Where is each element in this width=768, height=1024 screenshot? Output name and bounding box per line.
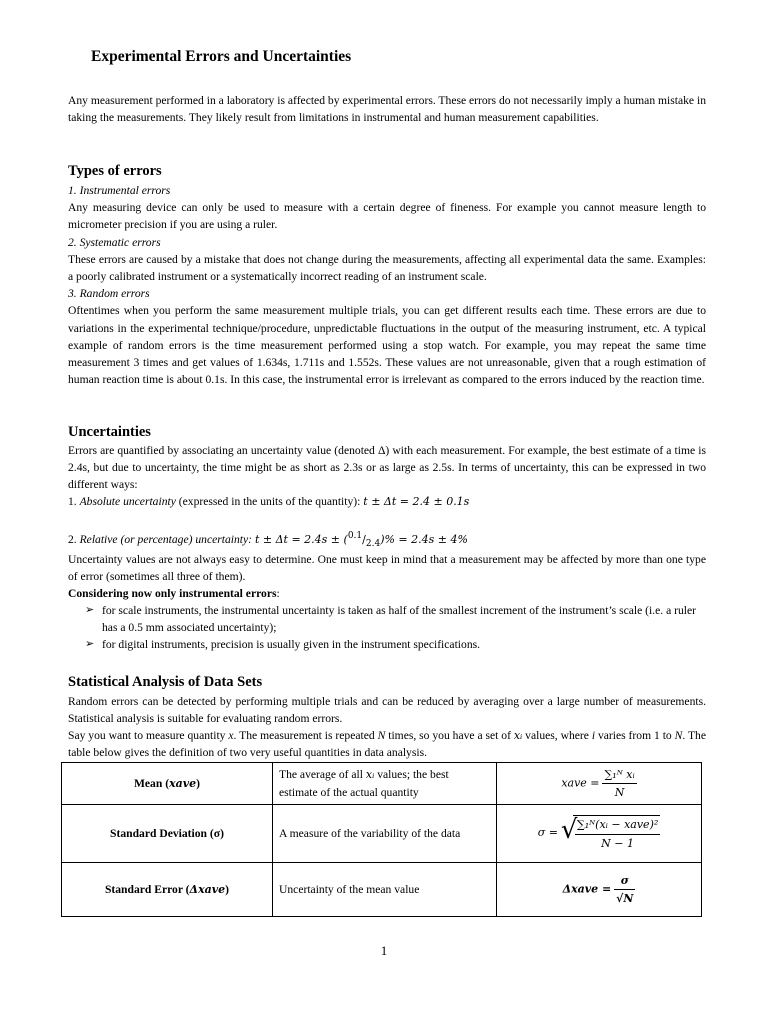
absolute-uncertainty-line <box>68 493 706 510</box>
abs-mid: (expressed in the units of the quantity): <box>175 495 364 508</box>
row-desc-std-error: Uncertainty of the mean value <box>273 863 497 917</box>
table-row <box>62 805 702 863</box>
stats-heading: Statistical Analysis of Data Sets <box>68 674 263 690</box>
statistics-definitions-table <box>61 762 702 917</box>
rel-formula-a: t ± Δt = 2.4s ± ( <box>254 532 348 546</box>
row-desc-mean: The average of all xᵢ values; the best estimate of the actual quantity <box>273 763 497 805</box>
type-label-random: 3. Random errors <box>68 287 150 301</box>
type-label-systematic: 2. Systematic errors <box>68 235 161 249</box>
types-list <box>68 182 706 388</box>
intro-paragraph: Any measurement performed in a laboratory is affected by experimental errors. These errors do not necessarily imply a human mistake in taking the measurements. They likely result from limitations in instrumental and human measurement capabilities. <box>68 94 706 125</box>
row-name-mean: Mean (xave) <box>62 763 273 805</box>
type-text-systematic: These errors are caused by a mistake that does not change during the measurements, affecting all experimental data the same. Examples: a poorly calibrated instrument or a systematically incorrect reading of an instrument scale. <box>68 252 706 284</box>
type-text-instrumental: Any measuring device can only be used to measure with a certain degree of fineness. For example you cannot measure length to micrometer precision if you are using a ruler. <box>68 201 706 232</box>
page-number: 1 <box>380 943 388 958</box>
type-text-random: Oftentimes when you perform the same measurement multiple trials, you can get different results each time. These errors are due to variations in the experimental technique/procedure, unpredictable fluctuations in the output of the measuring instrument, etc. A typical example of random errors is the time measurement performed using a stop watch. For example, you may repeat the same time measurement 3 times and get values of 1.634s, 1.711s and 1.552s. These values are not unreasonable, given that a rough estimation of human reaction time is about 0.1s. In this case, the instrumental error is irrelevant as compared to the errors induced by the reaction time. <box>68 304 706 387</box>
instrumental-bullets <box>85 602 706 654</box>
table-row <box>62 763 702 805</box>
rel-den: 2.4 <box>365 539 381 550</box>
relative-uncertainty-line: 2. Relative (or percentage) uncertainty: $t \pm \Delta t = 2.4s \pm (^{0.1}/_{2.4})\% = 2.4s \pm 4\%$ <box>68 531 468 550</box>
row-name-std-dev: Standard Deviation (σ) <box>62 805 273 863</box>
uncertainties-heading: Uncertainties <box>68 424 151 440</box>
uncertainties-paragraph: Errors are quantified by associating an uncertainty value (denoted Δ) with each measurement. For example, the best estimate of a time is 2.4s, but due to uncertainty, the time might be as short as 2.3s or as large as 2.5s. In terms of uncertainty, this can be expressed in two different ways: <box>68 444 706 492</box>
page-title: Experimental Errors and Uncertainties <box>91 48 352 65</box>
bullet-item <box>85 636 706 653</box>
types-heading: Types of errors <box>68 163 162 179</box>
abs-prefix: 1. <box>68 495 80 508</box>
stats-paragraph-1: Random errors can be detected by performing multiple trials and can be reduced by averaging over a large number of measurements. Statistical analysis is suitable for evaluating random errors. <box>68 695 706 726</box>
arrow-bullet-icon: ➢ <box>85 604 95 616</box>
rel-label: Relative (or percentage) uncertainty: <box>79 532 253 546</box>
square-root-icon: √ $\frac{\text{∑₁ᴺ(xᵢ − xave)²}}{N - 1}$ <box>561 815 660 851</box>
bullet-text: for digital instruments, precision is usually given in the instrument specifications. <box>102 638 481 652</box>
row-formula-mean: xave = $\frac{\text{∑₁ᴺ xᵢ}}{N}$ <box>497 763 702 805</box>
bullet-item <box>85 602 706 636</box>
abs-label: Absolute uncertainty <box>79 495 176 508</box>
stats-paragraph-2: Say you want to measure quantity x. The measurement is repeated N times, so you have a set of xᵢ values, where i varies from 1 to N. The table below gives the definition of two very useful quantities in data analysis. <box>68 729 706 760</box>
abs-formula: t ± Δt = 2.4 ± 0.1s <box>363 495 470 508</box>
row-name-std-error: Standard Error (Δxave) <box>62 863 273 917</box>
type-label-instrumental: 1. Instrumental errors <box>68 184 171 197</box>
rel-prefix: 2. <box>68 532 80 546</box>
instrumental-heading: Considering now only instrumental errors <box>68 587 277 600</box>
arrow-bullet-icon: ➢ <box>85 638 95 651</box>
row-formula-std-dev: σ = √ $\frac{\text{∑₁ᴺ(xᵢ − xave)²}}{N - 1}$ <box>497 805 702 863</box>
bullet-text: for scale instruments, the instrumental uncertainty is taken as half of the smallest increment of the instrument’s scale (i.e. a ruler has a 0.5 mm associated uncertainty); <box>102 604 696 635</box>
table-row <box>62 863 702 917</box>
formula-fraction: $\frac{\sigma}{√N}$ <box>616 873 634 905</box>
rel-num: 0.1 <box>347 531 363 541</box>
formula-fraction: $\frac{\text{∑₁ᴺ xᵢ}}{N}$ <box>604 767 635 799</box>
instrumental-heading-line <box>68 585 706 602</box>
row-formula-std-error: Δxave = $\frac{\sigma}{√N}$ <box>497 863 702 917</box>
row-desc-std-dev: A measure of the variability of the data <box>273 805 497 863</box>
instrumental-colon: : <box>276 587 280 600</box>
uncertainties-paragraph-2: Uncertainty values are not always easy to determine. One must keep in mind that a measurement may be affected by more than one type of error (sometimes all three of them). <box>68 553 706 584</box>
rel-formula-b: )% = 2.4s ± 4% <box>380 532 468 546</box>
